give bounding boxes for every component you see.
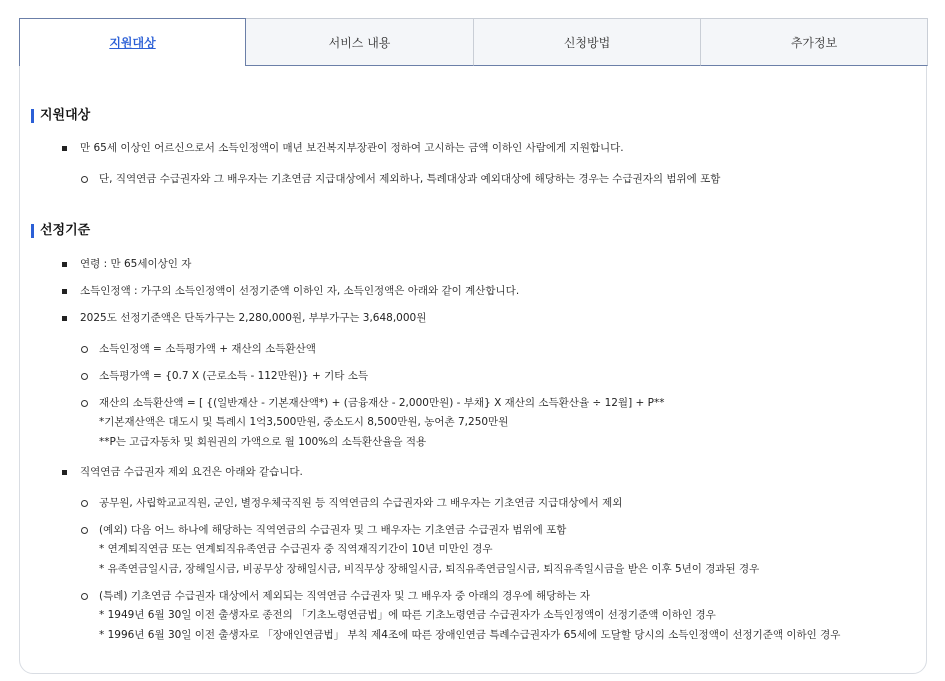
sub-list-item-text: (예외) 다음 어느 하나에 해당하는 직역연금의 수급권자 및 그 배우자는 기초연금 수급권자 범위에 포함: [99, 524, 567, 536]
sub-list-item-text: 공무원, 사립학교교직원, 군인, 별정우체국직원 등 직역연금의 수급권자와 그 배우자는 기초연금 지급대상에서 제외: [99, 497, 623, 509]
section-title-text: 선정기준: [40, 223, 91, 238]
note-line: *기본재산액은 대도시 및 특례시 1억3,500만원, 중소도시 8,500만원, 농어촌 7,250만원: [99, 416, 509, 428]
square-bullet-icon: [62, 470, 67, 475]
note-line: * 1949년 6월 30일 이전 출생자로 종전의 「기초노령연금법」에 따른 기초노령연금 수급권자가 소득인정액이 선정기준액 이하인 경우: [99, 609, 716, 621]
tab-service-details[interactable]: 서비스 내용: [246, 18, 474, 66]
note-line: * 유족연금일시금, 장해일시금, 비공무상 장해일시금, 비직무상 장해일시금, 퇴직유족연금일시금, 퇴직유족일시금을 받은 이후 5년이 경과된 경우: [99, 563, 760, 575]
square-bullet-icon: [62, 262, 67, 267]
section-title-text: 지원대상: [40, 108, 91, 123]
tab-additional-info[interactable]: 추가정보: [701, 18, 928, 66]
note-line: * 1996년 6월 30일 이전 출생자로 「장애인연금법」 부칙 제4조에 따른 장애인연금 특례수급권자가 65세에 도달할 당시의 소득인정액이 선정기준액 이하인 경우: [99, 629, 841, 641]
sub-list-item-text: 소득평가액 = {0.7 X (근로소득 - 112만원)} + 기타 소득: [99, 370, 369, 382]
circle-bullet-icon: [81, 400, 88, 407]
list-item-text: 연령 : 만 65세이상인 자: [80, 258, 192, 270]
section-marker: [31, 109, 34, 123]
note-line: **P는 고급자동차 및 회원권의 가액으로 월 100%의 소득환산율을 적용: [99, 436, 427, 448]
tab-application-method[interactable]: 신청방법: [474, 18, 701, 66]
section-title-criteria: [31, 224, 90, 238]
tab-bar: [19, 18, 928, 66]
section-title-eligibility: [31, 109, 90, 123]
note-line: * 연계퇴직연금 또는 연계퇴직유족연금 수급권자 중 직역재직기간이 10년 미만인 경우: [99, 543, 493, 555]
list-item-text: 직역연금 수급권자 제외 요건은 아래와 같습니다.: [80, 466, 303, 478]
sub-list-item-text: (특례) 기초연금 수급권자 대상에서 제외되는 직역연금 수급권자 및 그 배우자 중 아래의 경우에 해당하는 자: [99, 590, 591, 602]
circle-bullet-icon: [81, 527, 88, 534]
square-bullet-icon: [62, 316, 67, 321]
circle-bullet-icon: [81, 176, 88, 183]
circle-bullet-icon: [81, 500, 88, 507]
circle-bullet-icon: [81, 373, 88, 380]
list-item-text: 소득인정액 : 가구의 소득인정액이 선정기준액 이하인 자, 소득인정액은 아래와 같이 계산합니다.: [80, 285, 520, 297]
sub-list-item-text: 재산의 소득환산액 = [ {(일반재산 - 기본재산액*) + (금융재산 - 2,000만원) - 부채} X 재산의 소득환산율 ÷ 12월] + P**: [99, 397, 665, 409]
square-bullet-icon: [62, 146, 67, 151]
circle-bullet-icon: [81, 593, 88, 600]
list-item-text: 만 65세 이상인 어르신으로서 소득인정액이 매년 보건복지부장관이 정하여 고시하는 금액 이하인 사람에게 지원합니다.: [80, 142, 624, 154]
sub-list-item-text: 단, 직역연금 수급권자와 그 배우자는 기초연금 지급대상에서 제외하나, 특례대상과 예외대상에 해당하는 경우는 수급권자의 범위에 포함: [99, 173, 721, 185]
sub-list-item-text: 소득인정액 = 소득평가액 + 재산의 소득환산액: [99, 343, 316, 355]
square-bullet-icon: [62, 289, 67, 294]
circle-bullet-icon: [81, 346, 88, 353]
list-item-text: 2025도 선정기준액은 단독가구는 2,280,000원, 부부가구는 3,648,000원: [80, 312, 427, 324]
section-marker: [31, 224, 34, 238]
tab-eligibility[interactable]: 지원대상: [19, 18, 246, 66]
